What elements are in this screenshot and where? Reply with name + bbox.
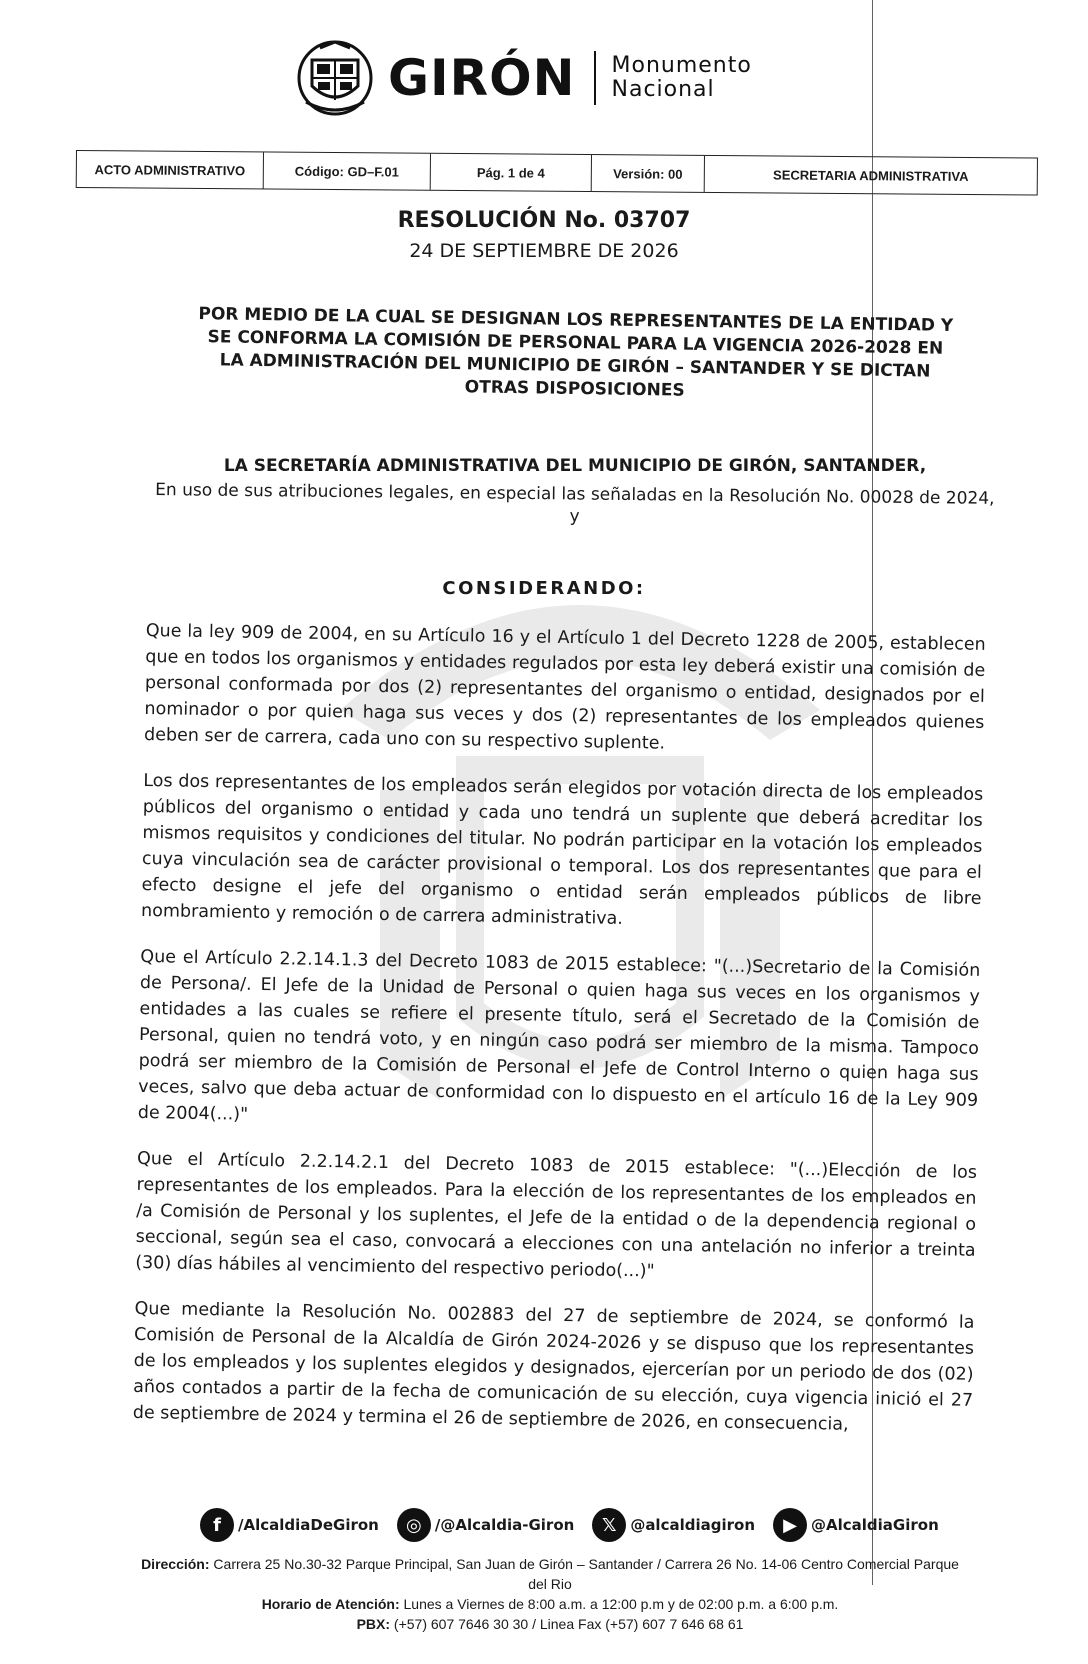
code-table-version: Versión: 00 — [592, 155, 705, 192]
body-paragraph: Que el Artículo 2.2.14.2.1 del Decreto 1083 de 2015 establece: "(...)Elección de los representantes de los empleados. Para la elección de los representantes de los empleados en /a Comisión de Personal y los suplentes, el Jefe de la entidad o de la dependencia regional o seccional, según sea el caso, convocará a elecciones con una antelación no inferior a treinta (30) días hábiles al vencimiento del respectivo periodo(...)" — [135, 1148, 978, 1282]
footer-hours — [140, 1594, 960, 1614]
brand-tagline-line2: Nacional — [611, 77, 715, 102]
address-label: Dirección: — [141, 1556, 210, 1572]
resolution-subject: POR MEDIO DE LA CUAL SE DESIGNAN LOS REPRESENTANTES DE LA ENTIDAD Y SE CONFORMA LA COMISIÓN DE PERSONAL PARA LA VIGENCIA 2026-2028 EN LA ADMINISTRACIÓN DEL MUNICIPIO DE GIRÓN – SANTANDER Y SE DICTAN OTRAS DISPOSICIONES — [198, 304, 954, 401]
legal-powers-text: En uso de sus atribuciones legales, en especial las señaladas en la Resolución No. 00028 de 2024, y — [155, 480, 995, 527]
footer-phone — [140, 1614, 960, 1634]
social-x[interactable] — [592, 1508, 755, 1542]
youtube-icon: ▶ — [773, 1508, 807, 1542]
footer-address — [140, 1554, 960, 1594]
pbx-label: PBX: — [356, 1616, 391, 1632]
resolution-title: RESOLUCIÓN No. 03707 — [397, 208, 691, 233]
brand-tagline — [612, 54, 752, 102]
brand-header — [296, 38, 752, 118]
brand-name: GIRÓN — [388, 49, 576, 107]
social-handle: /@Alcaldia-Giron — [434, 1516, 575, 1534]
body-paragraph: Que mediante la Resolución No. 002883 del 27 de septiembre de 2024, se conformó la Comisión de Personal de la Alcaldía de Girón 2024-2026 y se dispuso que los representantes de los empleados y los suplentes elegidos y designados, ejercerían por un periodo de dos (02) años contados a partir de la fecha de comunicación de su elección, cuya vigencia inició el 27 de septiembre de 2024 y termina el 26 de septiembre de 2026, en consecuencia, — [132, 1298, 975, 1435]
social-youtube[interactable] — [773, 1508, 939, 1542]
body-paragraph: Que la ley 909 de 2004, en su Artículo 16 y el Artículo 1 del Decreto 1228 de 2005, establecen que en todos los organismos y entidades regulados por esta ley deberá existir una comisión de personal conformada por dos (2) representantes del organismo o entidad, designados por el nominador o por quien haga sus veces y dos (2) representantes de los empleados quienes deben ser de carrera, cada uno con su respectivo suplente. — [143, 620, 986, 754]
social-handle: /AlcaldiaDeGiron — [238, 1516, 379, 1534]
social-links — [200, 1508, 939, 1542]
code-table-page: Pág. 1 de 4 — [431, 154, 592, 191]
social-facebook[interactable] — [200, 1508, 379, 1542]
issuer-heading: LA SECRETARÍA ADMINISTRATIVA DEL MUNICIPIO DE GIRÓN, SANTANDER, — [223, 456, 927, 476]
address-text: Carrera 25 No.30-32 Parque Principal, San Juan de Girón – Santander / Carrera 26 No. 14-06 Centro Comercial Parque del Rio — [213, 1556, 959, 1592]
instagram-icon: ◎ — [397, 1508, 431, 1542]
code-table-type: ACTO ADMINISTRATIVO — [77, 151, 264, 188]
x-icon: 𝕏 — [592, 1508, 626, 1542]
coat-of-arms-icon — [296, 38, 374, 118]
document-code-table — [76, 150, 1038, 196]
pbx-text: (+57) 607 7646 30 30 / Linea Fax (+57) 607 7 646 68 61 — [393, 1616, 744, 1632]
footer-contact — [140, 1554, 960, 1634]
brand-divider — [594, 51, 596, 105]
social-instagram[interactable] — [397, 1508, 574, 1542]
considerando-heading: CONSIDERANDO: — [442, 578, 646, 599]
social-handle: @alcaldiagiron — [630, 1516, 755, 1534]
brand-tagline-line1: Monumento — [611, 53, 752, 78]
body-paragraph: Que el Artículo 2.2.14.1.3 del Decreto 1083 de 2015 establece: "(...)Secretario de la Comisión de Persona/. El Jefe de la Unidad de Personal o quien haga sus veces en los organismos y entidades a las cuales se refiere el presente título, será el Secretado de la Comisión de Personal, quien no tendrá voto, y en ningún caso podrá ser miembro de la misma. Tampoco podrá ser miembro de la Comisión de Personal el Jefe de Control Interno o quien haga sus veces, salvo que deba actuar de conformidad con lo dispuesto en el artículo 16 de la Ley 909 de 2004(...)" — [137, 946, 981, 1125]
body-paragraph: Los dos representantes de los empleados serán elegidos por votación directa de los empleados públicos del organismo o entidad y cada uno tendrá un suplente que deberá acreditar los mismos requisitos y condiciones del titular. No podrán participar en la votación los empleados cuya vinculación sea de carácter provisional o temporal. Los dos representantes que para el efecto designe el jefe del organismo o entidad serán empleados públicos de libre nombramiento y remoción o de carrera administrativa. — [140, 770, 984, 929]
facebook-icon: f — [200, 1508, 234, 1542]
resolution-date: 24 DE SEPTIEMBRE DE 2026 — [409, 240, 679, 262]
hours-text: Lunes a Viernes de 8:00 a.m. a 12:00 p.m y de 02:00 p.m. a 6:00 p.m. — [403, 1596, 839, 1612]
resolution-body — [132, 618, 986, 1460]
social-handle: @AlcaldiaGiron — [811, 1516, 939, 1534]
code-table-code: Código: GD–F.01 — [264, 152, 431, 189]
code-table-office: SECRETARIA ADMINISTRATIVA — [773, 166, 969, 184]
hours-label: Horario de Atención: — [261, 1596, 400, 1612]
